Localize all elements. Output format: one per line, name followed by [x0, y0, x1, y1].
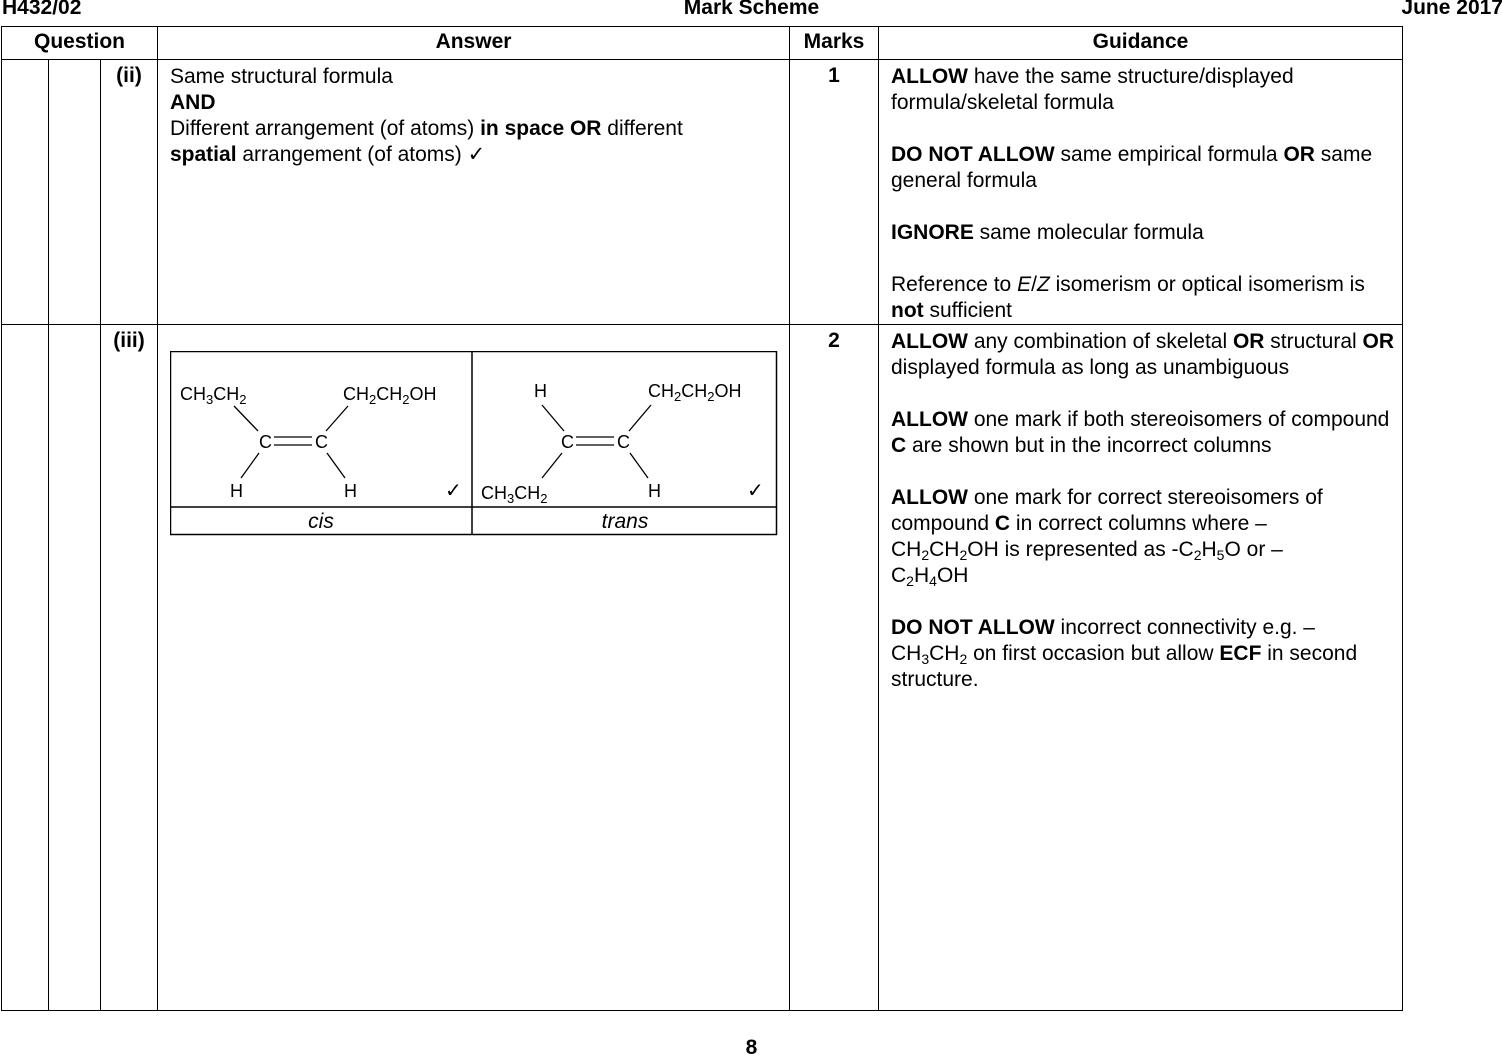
- trans-tick-icon: ✓: [747, 480, 764, 502]
- trans-carbon-left: C: [561, 432, 574, 452]
- answer-cell: [158, 60, 790, 325]
- trans-bottom-left-group: $CH_3CH_2$: [481, 483, 548, 506]
- cis-carbon-right: C: [315, 432, 328, 452]
- cis-top-right-group: $CH_2CH_2OH$: [343, 384, 437, 407]
- trans-carbon-right: C: [617, 432, 630, 452]
- answer-line: AND: [170, 91, 216, 114]
- guidance-header: Guidance: [879, 27, 1403, 60]
- guidance-paragraph: DO NOT ALLOW incorrect connectivity e.g. – $CH_3CH_2$ on first occasion but allow ECF in second structure.: [891, 616, 1358, 691]
- question-header: Question: [2, 27, 158, 60]
- question-number-cell: [2, 325, 49, 1011]
- chem-formula: $CH_3CH_2$ on first occasion but allow: [891, 642, 1220, 667]
- cis-bottom-right-group: H: [344, 481, 357, 501]
- question-part: (ii): [101, 60, 158, 325]
- page-number: 8: [745, 1036, 758, 1059]
- guidance-paragraph: ALLOW any combination of skeletal OR structural OR displayed formula as long as unambiguous: [891, 330, 1394, 379]
- trans-top-left-group: H: [534, 381, 547, 401]
- cis-carbon-left: C: [259, 432, 272, 452]
- answer-header: Answer: [158, 27, 790, 60]
- question-letter-cell: [49, 325, 101, 1011]
- guidance-cell: [879, 325, 1403, 1011]
- document-code: H432/02: [2, 0, 82, 19]
- trans-top-right-group: $CH_2CH_2OH$: [648, 381, 742, 404]
- question-letter-cell: [49, 60, 101, 325]
- marks-cell: 2: [790, 325, 879, 1011]
- trans-isomer-structure: [481, 381, 764, 506]
- chem-formula: $C_2H_4OH$: [891, 564, 969, 589]
- marks-header: Marks: [790, 27, 879, 60]
- guidance-paragraph: IGNORE same molecular formula: [891, 221, 1204, 244]
- cis-top-left-group: $CH_3CH_2$: [180, 384, 247, 407]
- stereoisomer-structures: [170, 351, 777, 535]
- chem-formula: $CH_2CH_2OH$ is represented as $-C_2H_5O$ or –: [891, 538, 1283, 563]
- table-row: [2, 60, 1403, 325]
- answer-line: Different arrangement (of atoms) in space OR different: [170, 117, 683, 140]
- guidance-paragraph: Reference to E/Z isomerism or optical isomerism is not sufficient: [891, 273, 1365, 322]
- trans-label: trans: [601, 510, 649, 533]
- answer-line: spatial arrangement (of atoms) ✓: [170, 143, 486, 166]
- guidance-cell: [879, 60, 1403, 325]
- guidance-paragraph: ALLOW one mark for correct stereoisomers of compound C in correct columns where – $CH_2CH_2OH$ is represented as $-C_2H_5O$ or – $C_2H_4OH$: [891, 486, 1323, 589]
- question-part: (iii): [101, 325, 158, 1011]
- document-title: Mark Scheme: [683, 0, 820, 19]
- cis-label: cis: [308, 510, 334, 533]
- guidance-paragraph: ALLOW have the same structure/displayed formula/skeletal formula: [891, 65, 1294, 114]
- marks-cell: 1: [790, 60, 879, 325]
- cis-tick-icon: ✓: [445, 480, 462, 502]
- cis-bottom-left-group: H: [230, 481, 243, 501]
- question-number-cell: [2, 60, 49, 325]
- answer-line: Same structural formula: [170, 65, 393, 88]
- trans-bottom-right-group: H: [648, 481, 661, 501]
- guidance-paragraph: DO NOT ALLOW same empirical formula OR same general formula: [891, 143, 1373, 192]
- cis-isomer-structure: [180, 384, 462, 502]
- document-date: June 2017: [1401, 0, 1503, 19]
- guidance-paragraph: ALLOW one mark if both stereoisomers of compound C are shown but in the incorrect columns: [891, 408, 1390, 457]
